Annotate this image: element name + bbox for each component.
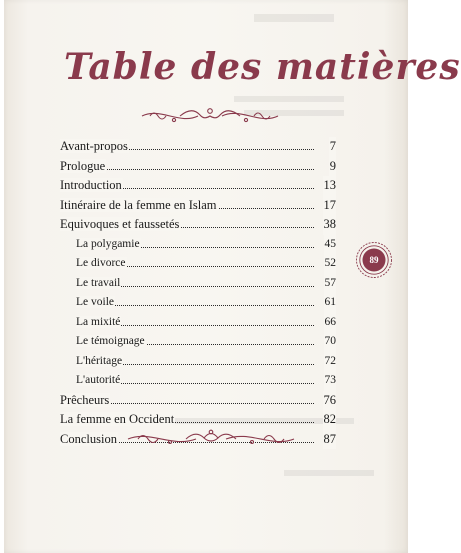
toc-entry-page: 7 — [329, 137, 336, 157]
toc-entry — [60, 176, 336, 196]
toc-entry-title: Prologue — [60, 158, 106, 173]
toc-entry-page: 52 — [324, 254, 337, 274]
toc-entry-page: 61 — [324, 293, 337, 313]
page-number-badge — [355, 241, 393, 279]
toc-entry-page: 17 — [323, 196, 337, 216]
toc-entry — [60, 157, 336, 177]
toc-entry-title: L'héritage — [76, 354, 123, 367]
toc-subentry — [60, 371, 336, 391]
title-flourish-divider — [140, 103, 280, 129]
toc-entry-title: Le témoignage — [76, 335, 145, 347]
toc-entry-page: 70 — [324, 332, 337, 352]
toc-entry — [60, 391, 336, 411]
book-page — [4, 0, 461, 553]
toc-entry — [60, 137, 336, 157]
page-number: 89 — [369, 255, 379, 265]
toc-entry-page: 87 — [323, 430, 337, 450]
toc-entry-title: L'autorité — [76, 374, 121, 386]
toc-entry-title: Equivoques et faussetés — [60, 217, 180, 231]
toc-entry-title: Introduction — [60, 178, 122, 192]
toc-entry-title: Avant-propos — [60, 139, 128, 153]
toc-entry-page: 9 — [329, 157, 336, 177]
toc-entry-page: 82 — [323, 410, 337, 430]
bottom-flourish-divider — [126, 426, 296, 452]
toc-subentry — [60, 332, 336, 352]
toc-entry-page: 66 — [324, 313, 337, 333]
toc-entry-page: 38 — [323, 215, 337, 235]
toc-entry-page: 57 — [324, 274, 337, 294]
toc-entry-page: 13 — [323, 176, 337, 196]
toc-subentry — [60, 293, 336, 313]
bleed-through-mark — [254, 14, 334, 22]
toc-subentry — [60, 254, 336, 274]
bleed-through-mark — [234, 96, 344, 102]
toc-entry-page: 73 — [324, 371, 337, 391]
toc-entry-title: La polygamie — [76, 237, 140, 250]
toc-entry-title: Prêcheurs — [60, 392, 110, 407]
toc-entry-title: Itinéraire de la femme en Islam — [60, 197, 217, 212]
toc-entry-title: Le divorce — [76, 257, 126, 269]
toc-subentry — [60, 352, 336, 372]
table-of-contents — [60, 137, 336, 449]
toc-entry-page: 72 — [324, 352, 337, 372]
toc-subentry — [60, 313, 336, 333]
toc-entry-title: La mixité — [76, 315, 121, 328]
toc-entry-title: La femme en Occident — [60, 412, 175, 426]
page-title: Table des matières — [64, 46, 461, 88]
bleed-through-mark — [284, 470, 374, 476]
toc-entry-title: Conclusion — [60, 431, 117, 446]
toc-subentry — [60, 274, 336, 294]
toc-subentry — [60, 235, 336, 255]
toc-entry-title: Le travail — [76, 276, 121, 289]
toc-entry — [60, 196, 336, 216]
toc-entry-page: 76 — [323, 391, 337, 411]
toc-entry-page: 45 — [324, 235, 337, 255]
toc-entry — [60, 215, 336, 235]
toc-entry-title: Le voile — [76, 296, 114, 308]
